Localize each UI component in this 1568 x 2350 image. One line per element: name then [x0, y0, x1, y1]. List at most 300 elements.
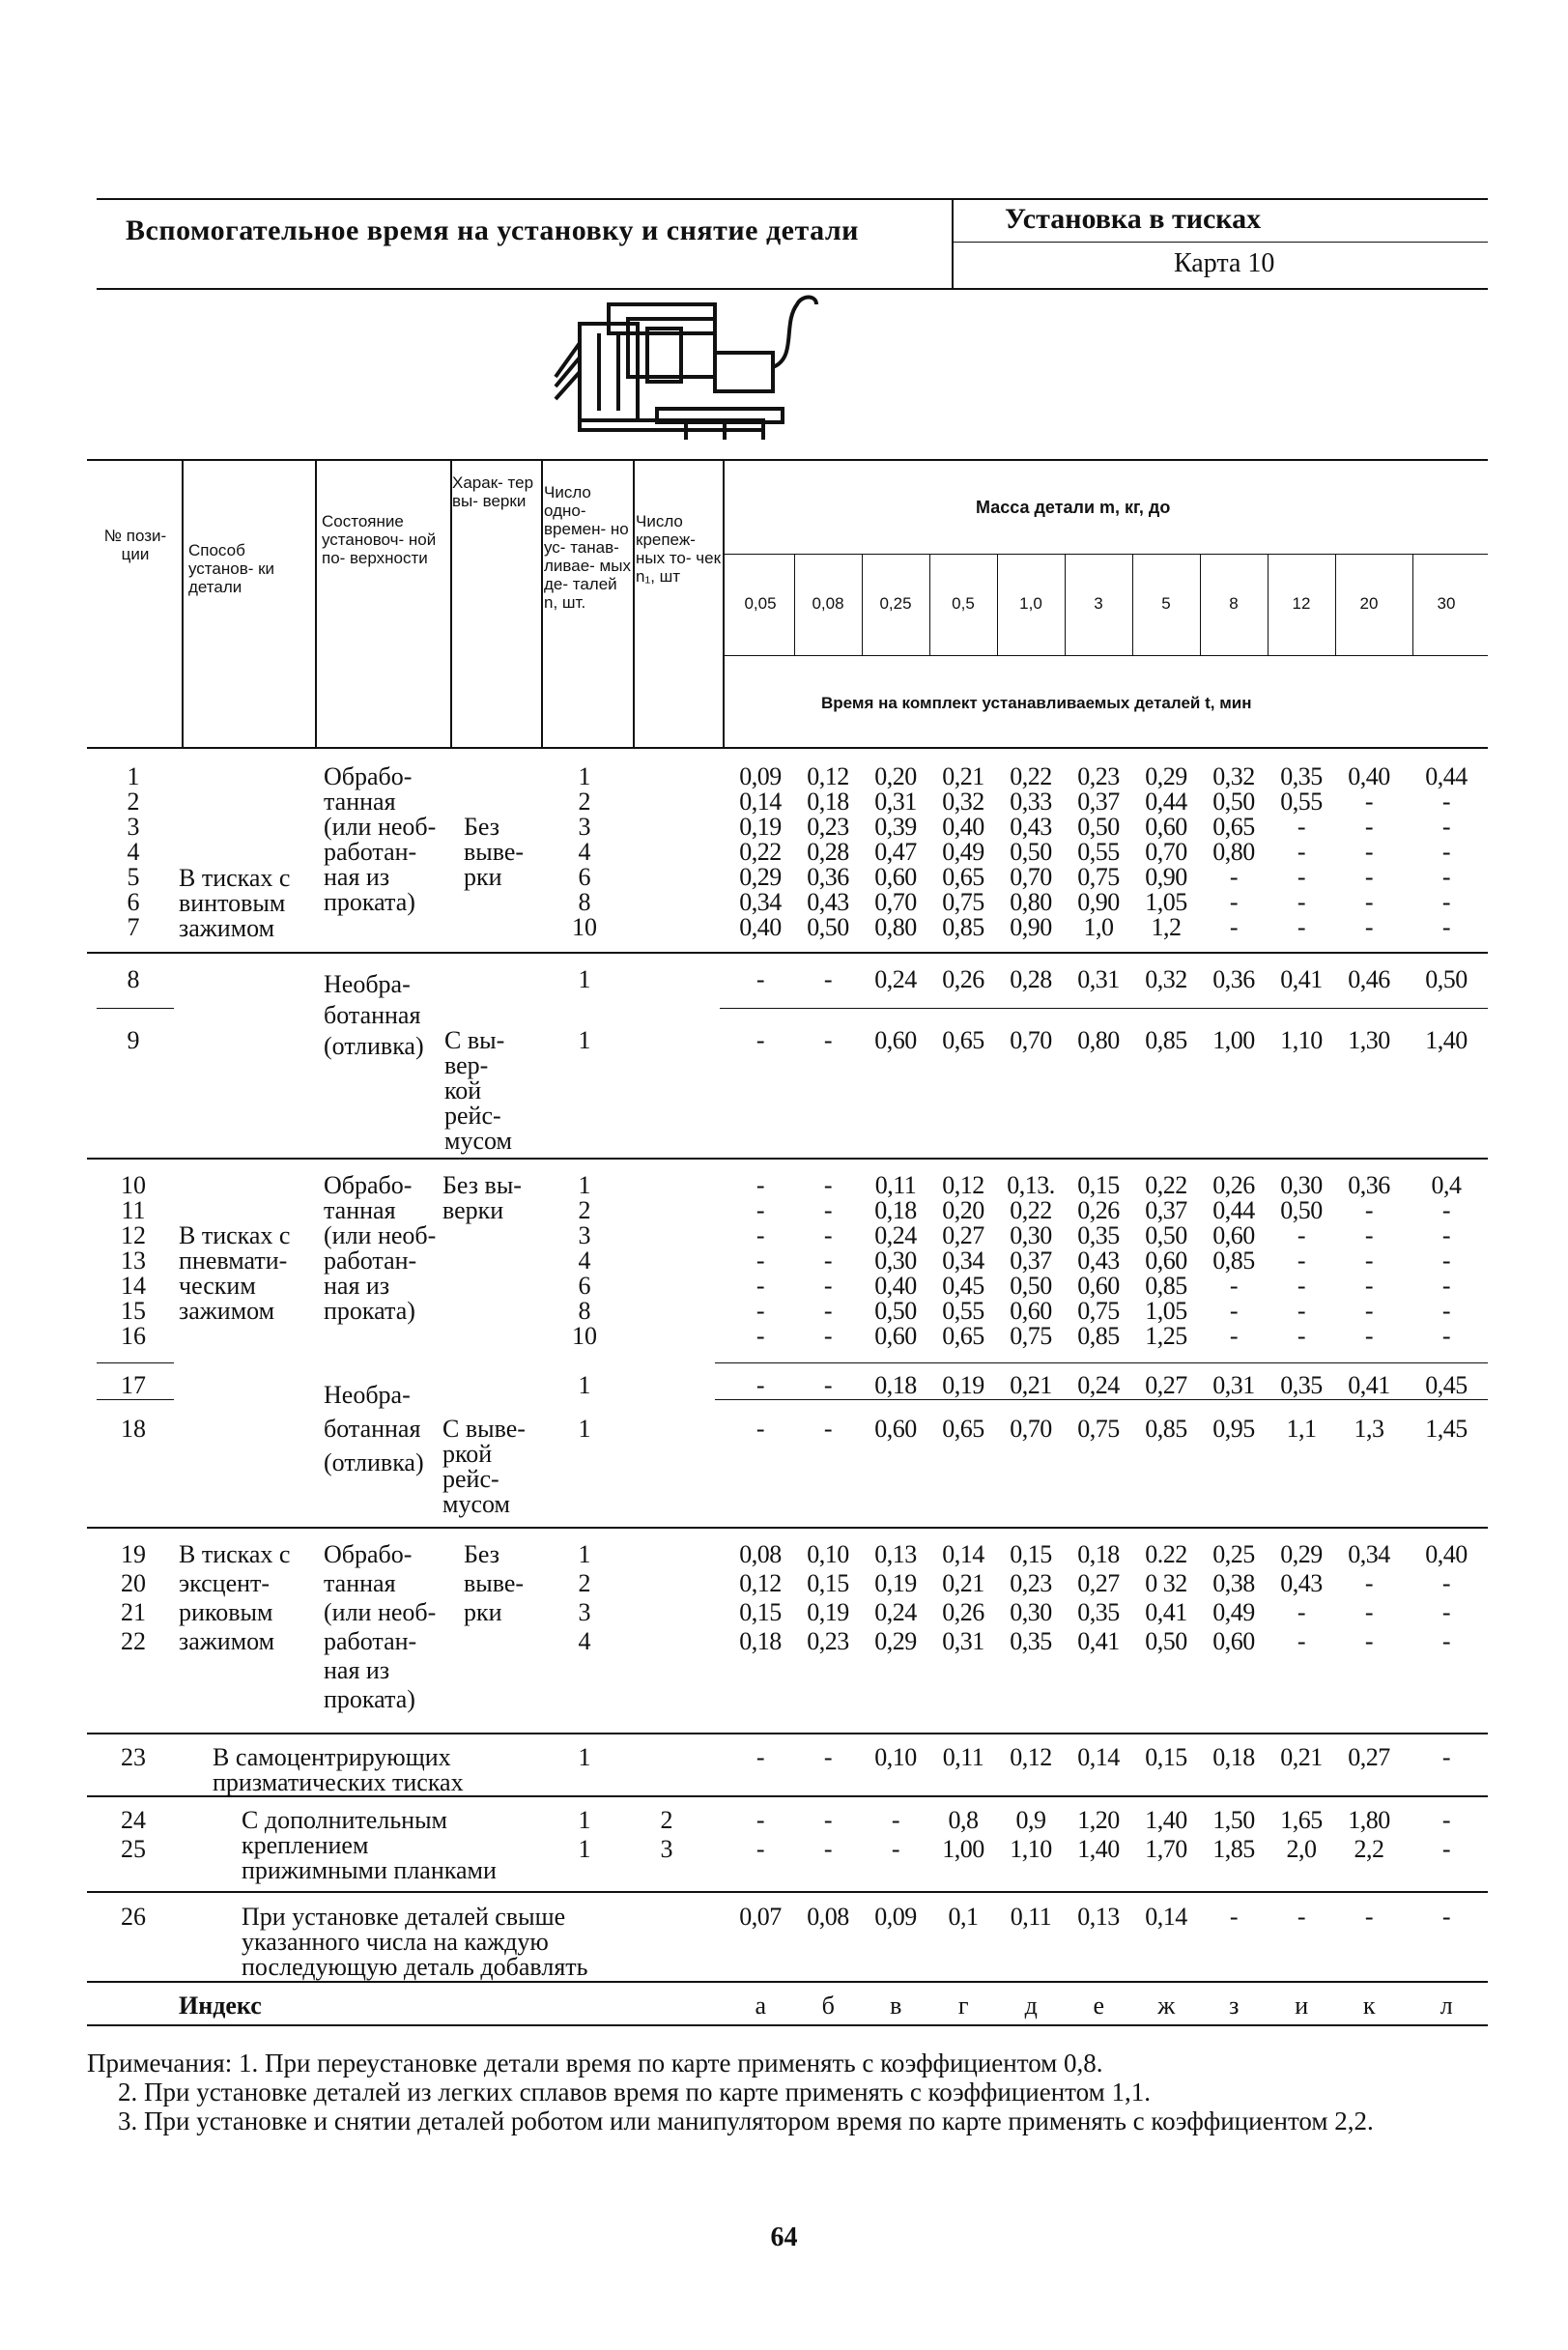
time-cell: - — [1297, 1221, 1306, 1249]
time-cell: 0,75 — [1077, 863, 1120, 891]
surface-label: проката) — [324, 1685, 415, 1713]
time-cell: - — [1364, 838, 1374, 866]
row-rule — [97, 1399, 174, 1400]
alignment-label: С выве- — [442, 1415, 526, 1443]
index-letter: ж — [1157, 1992, 1175, 2020]
time-cell: 0,20 — [874, 762, 917, 790]
header-top-rule — [97, 198, 1488, 200]
time-cell: 0,45 — [1425, 1371, 1468, 1399]
time-cell: 0,07 — [739, 1903, 782, 1931]
time-cell: - — [1441, 1806, 1451, 1834]
time-cell: 0,40 — [942, 813, 984, 841]
time-cell: 0,18 — [1212, 1743, 1255, 1771]
time-cell: - — [1441, 888, 1451, 916]
time-cell: 0,22 — [739, 838, 782, 866]
page-number: 64 — [770, 2222, 798, 2252]
row-rule — [715, 1399, 1488, 1400]
time-cell: 0,45 — [942, 1272, 984, 1300]
time-cell: 0,65 — [942, 1026, 984, 1054]
alignment-label: Без — [464, 1540, 500, 1568]
mass-head-rule — [723, 554, 1488, 555]
time-cell: 2,0 — [1286, 1835, 1317, 1863]
row-number: 13 — [121, 1247, 146, 1275]
time-cell: - — [891, 1835, 900, 1863]
row-count: 1 — [578, 1540, 591, 1568]
time-header: Время на комплект устанавливаемых деталей t, мин — [821, 694, 1252, 712]
time-cell: 0,11 — [1010, 1903, 1052, 1931]
time-cell: 0,80 — [1212, 838, 1255, 866]
mass-col-sep — [862, 554, 863, 655]
mass-col-sep — [997, 554, 998, 655]
row-count: 6 — [578, 1272, 591, 1300]
surface-label: танная — [324, 1569, 396, 1597]
time-cell: - — [1364, 1297, 1374, 1325]
time-cell: 0,60 — [1010, 1297, 1052, 1325]
time-cell: - — [1441, 1322, 1451, 1350]
header-right-rule — [952, 242, 1488, 243]
time-cell: 0,26 — [1212, 1171, 1255, 1199]
index-letter: б — [821, 1992, 835, 2020]
time-cell: - — [1441, 863, 1451, 891]
time-cell: - — [1441, 1903, 1451, 1931]
time-cell: 0,22 — [1010, 762, 1052, 790]
card-subject: Установка в тисках — [1005, 203, 1262, 235]
col-sep — [633, 459, 635, 749]
time-cell: 0,28 — [807, 838, 849, 866]
time-cell: 0,50 — [1212, 788, 1255, 816]
time-cell: 0,11 — [942, 1743, 984, 1771]
time-cell: - — [1441, 788, 1451, 816]
surface-label: Необра- — [324, 970, 411, 998]
time-cell: - — [1364, 1903, 1374, 1931]
time-cell: - — [1441, 1196, 1451, 1224]
mass-col-sep — [1065, 554, 1066, 655]
row-count: 3 — [578, 813, 591, 841]
surface-label: (или необ- — [324, 1221, 437, 1249]
time-cell: 0,40 — [1425, 1540, 1468, 1568]
time-cell: 0,4 — [1431, 1171, 1462, 1199]
mass-header: Масса детали m, кг, до — [976, 498, 1171, 517]
row-text: призматических тисках — [213, 1768, 464, 1796]
time-cell: 0,31 — [942, 1627, 984, 1655]
time-cell: 0,80 — [1010, 888, 1052, 916]
time-cell: 0,27 — [1145, 1371, 1187, 1399]
mass-value: 3 — [1094, 594, 1103, 613]
row-number: 19 — [121, 1540, 146, 1568]
time-cell: 0,60 — [874, 1322, 917, 1350]
time-cell: 0,9 — [1015, 1806, 1046, 1834]
mass-col-sep — [1335, 554, 1336, 655]
row-number: 21 — [121, 1598, 146, 1626]
time-cell: 0,34 — [1348, 1540, 1390, 1568]
time-cell: - — [1364, 1627, 1374, 1655]
time-cell: - — [823, 965, 833, 993]
time-cell: 0,60 — [874, 1415, 917, 1443]
time-cell: 0,12 — [807, 762, 849, 790]
method-label: зажимом — [179, 1627, 275, 1655]
row-count: 4 — [578, 1627, 591, 1655]
row-number: 11 — [121, 1196, 146, 1224]
time-cell: 1,30 — [1348, 1026, 1390, 1054]
time-cell: 0,15 — [1145, 1743, 1187, 1771]
time-cell: 0,24 — [874, 965, 917, 993]
group-rule — [87, 1891, 1488, 1893]
time-cell: 0,28 — [1010, 965, 1052, 993]
row-number: 4 — [127, 838, 140, 866]
time-cell: 0,23 — [807, 1627, 849, 1655]
time-cell: 0,37 — [1145, 1196, 1187, 1224]
time-cell: 0,23 — [807, 813, 849, 841]
row-number: 9 — [127, 1026, 140, 1054]
col-method-header: Способ установ- ки детали — [188, 541, 275, 596]
method-label: зажимом — [179, 914, 275, 942]
surface-label: ная из — [324, 1656, 390, 1684]
group-rule — [87, 1733, 1488, 1734]
time-cell: 0,21 — [1280, 1743, 1323, 1771]
time-cell: 1,05 — [1145, 1297, 1187, 1325]
col-sep — [315, 459, 317, 749]
time-cell: 0,50 — [1010, 1272, 1052, 1300]
row-count: 3 — [578, 1598, 591, 1626]
time-cell: 0,12 — [1010, 1743, 1052, 1771]
time-cell: 0,8 — [948, 1806, 979, 1834]
row-count: 1 — [578, 1806, 591, 1834]
method-label: пневмати- — [179, 1247, 288, 1275]
time-cell: - — [1229, 1322, 1239, 1350]
mass-col-sep — [1268, 554, 1269, 655]
method-label: риковым — [179, 1598, 273, 1626]
time-cell: - — [1297, 863, 1306, 891]
time-cell: 0,35 — [1280, 762, 1323, 790]
time-cell: 0,44 — [1212, 1196, 1255, 1224]
col-sep — [541, 459, 543, 749]
time-cell: - — [1364, 1272, 1374, 1300]
alignment-label: Без — [464, 813, 500, 841]
time-cell: 0,23 — [1010, 1569, 1052, 1597]
time-cell: 0,85 — [1212, 1247, 1255, 1275]
time-cell: 2,2 — [1354, 1835, 1384, 1863]
time-cell: 0,43 — [1280, 1569, 1323, 1597]
group-rule — [87, 1158, 1488, 1160]
time-cell: 0,75 — [942, 888, 984, 916]
surface-label: танная — [324, 788, 396, 816]
time-cell: 0,19 — [874, 1569, 917, 1597]
time-cell: - — [1364, 1569, 1374, 1597]
time-cell: 0,65 — [942, 863, 984, 891]
col-surface-header: Состояние установоч- ной по- верхности — [322, 512, 437, 567]
time-cell: - — [1441, 1598, 1451, 1626]
time-cell: 0,50 — [1280, 1196, 1323, 1224]
time-cell: 0,14 — [739, 788, 782, 816]
time-cell: 0,75 — [1077, 1415, 1120, 1443]
time-cell: - — [823, 1835, 833, 1863]
time-cell: 0,65 — [942, 1322, 984, 1350]
time-cell: - — [1297, 1322, 1306, 1350]
row-number: 15 — [121, 1297, 146, 1325]
row-text: В самоцентрирующих — [213, 1743, 451, 1771]
time-cell: 0,26 — [1077, 1196, 1120, 1224]
time-cell: 0,55 — [1077, 838, 1120, 866]
time-cell: - — [1297, 1272, 1306, 1300]
surface-label: ботанная — [324, 1001, 421, 1029]
time-cell: 0,10 — [807, 1540, 849, 1568]
surface-label: (или необ- — [324, 813, 437, 841]
time-cell: 0,80 — [1077, 1026, 1120, 1054]
row-count: 2 — [578, 788, 591, 816]
time-cell: 1,10 — [1010, 1835, 1052, 1863]
surface-label: танная — [324, 1196, 396, 1224]
time-cell: 0 32 — [1145, 1569, 1187, 1597]
alignment-label: рки — [464, 863, 502, 891]
time-cell: - — [1364, 863, 1374, 891]
index-letter: в — [890, 1992, 901, 2020]
time-cell: 0,70 — [1010, 1026, 1052, 1054]
time-cell: - — [823, 1026, 833, 1054]
time-cell: - — [823, 1196, 833, 1224]
row-text: последующую деталь добавлять — [242, 1953, 588, 1981]
col-num-header: № пози- ции — [103, 527, 167, 563]
time-cell: 0,29 — [874, 1627, 917, 1655]
alignment-label: рейс- — [444, 1102, 501, 1130]
time-cell: 0,36 — [807, 863, 849, 891]
row-count: 8 — [578, 1297, 591, 1325]
row-text: указанного числа на каждую — [242, 1928, 549, 1956]
card-title: Вспомогательное время на установку и снятие детали — [126, 215, 859, 246]
time-cell: 1,40 — [1077, 1835, 1120, 1863]
time-cell: 0,90 — [1077, 888, 1120, 916]
row-number: 10 — [121, 1171, 146, 1199]
col-sep — [723, 459, 725, 749]
time-cell: 0,60 — [1212, 1627, 1255, 1655]
row-count: 1 — [578, 1835, 591, 1863]
time-cell: - — [823, 1272, 833, 1300]
time-cell: 1,0 — [1083, 913, 1114, 941]
surface-label: (или необ- — [324, 1598, 437, 1626]
row-text: С дополнительным — [242, 1806, 448, 1834]
time-cell: - — [1441, 1835, 1451, 1863]
time-cell: - — [1297, 913, 1306, 941]
row-count: 1 — [578, 1026, 591, 1054]
index-letter: л — [1440, 1992, 1453, 2020]
time-cell: 0,36 — [1348, 1171, 1390, 1199]
time-cell: 0,31 — [1077, 965, 1120, 993]
time-cell: 0,22 — [1145, 1171, 1187, 1199]
time-cell: - — [823, 1743, 833, 1771]
row-number: 2 — [127, 788, 140, 816]
time-cell: - — [1297, 1297, 1306, 1325]
header-divider — [952, 198, 954, 290]
time-cell: 0,19 — [942, 1371, 984, 1399]
time-cell: 0,50 — [1425, 965, 1468, 993]
time-cell: 0,21 — [1010, 1371, 1052, 1399]
time-cell: - — [1441, 1743, 1451, 1771]
row-number: 12 — [121, 1221, 146, 1249]
time-cell: 0,85 — [1145, 1415, 1187, 1443]
time-cell: 0,70 — [874, 888, 917, 916]
row-text: прижимными планками — [242, 1856, 497, 1884]
row-text: При установке деталей свыше — [242, 1903, 566, 1931]
col-simultaneous-header: Число одно- времен- но ус- танав- ливае- мых де- талей n, шт. — [544, 483, 631, 612]
time-cell: 0,50 — [807, 913, 849, 941]
table-top-rule — [87, 459, 1488, 461]
time-cell: 0,60 — [874, 863, 917, 891]
time-cell: 0,35 — [1077, 1221, 1120, 1249]
time-cell: 0,85 — [1077, 1322, 1120, 1350]
time-cell: 1,3 — [1354, 1415, 1384, 1443]
time-cell: 0,23 — [1077, 762, 1120, 790]
time-cell: - — [1229, 913, 1239, 941]
time-cell: - — [755, 1371, 765, 1399]
time-cell: - — [755, 1806, 765, 1834]
time-cell: 0,41 — [1077, 1627, 1120, 1655]
time-cell: - — [1364, 813, 1374, 841]
time-cell: 0,31 — [1212, 1371, 1255, 1399]
time-cell: 0,09 — [874, 1903, 917, 1931]
time-cell: 0,33 — [1010, 788, 1052, 816]
time-cell: 0,70 — [1010, 1415, 1052, 1443]
mass-col-sep — [929, 554, 930, 655]
time-cell: 1,40 — [1145, 1806, 1187, 1834]
time-cell: 0,35 — [1280, 1371, 1323, 1399]
col-alignment-header: Харак- тер вы- верки — [452, 473, 534, 510]
row-number: 1 — [127, 762, 140, 790]
time-cell: - — [755, 965, 765, 993]
method-label: В тисках с — [179, 1540, 291, 1568]
row-number: 3 — [127, 813, 140, 841]
alignment-label: выве- — [464, 1569, 525, 1597]
time-cell: 0,24 — [874, 1221, 917, 1249]
time-cell: 0,60 — [874, 1026, 917, 1054]
mass-value: 0,05 — [744, 594, 777, 613]
mass-value: 0,08 — [812, 594, 844, 613]
note-3: 3. При установке и снятии деталей роботом или манипулятором время по карте применять с коэффициентом 2,2. — [118, 2106, 1374, 2135]
time-cell: - — [1441, 913, 1451, 941]
time-cell: 0,43 — [1010, 813, 1052, 841]
time-cell: 0,09 — [739, 762, 782, 790]
row-count: 1 — [578, 1171, 591, 1199]
time-cell: - — [1364, 1598, 1374, 1626]
time-cell: 0,50 — [874, 1297, 917, 1325]
alignment-label: рейс- — [442, 1465, 499, 1493]
time-cell: 0,80 — [874, 913, 917, 941]
time-cell: 0,1 — [948, 1903, 979, 1931]
alignment-label: кой — [444, 1076, 482, 1104]
time-cell: - — [1297, 838, 1306, 866]
group-rule — [87, 1981, 1488, 1983]
time-cell: - — [1297, 1598, 1306, 1626]
row-count: 8 — [578, 888, 591, 916]
time-cell: 0,35 — [1010, 1627, 1052, 1655]
time-cell: 0,50 — [1077, 813, 1120, 841]
time-cell: - — [891, 1806, 900, 1834]
time-cell: 0,18 — [739, 1627, 782, 1655]
row-rule — [720, 1008, 1488, 1009]
row-count: 1 — [578, 1371, 591, 1399]
time-cell: 0,18 — [807, 788, 849, 816]
notes — [87, 2049, 1497, 2135]
time-cell: 1,50 — [1212, 1806, 1255, 1834]
time-cell: 0,44 — [1145, 788, 1187, 816]
time-cell: - — [755, 1835, 765, 1863]
row-count: 10 — [572, 1322, 597, 1350]
time-cell: - — [1364, 913, 1374, 941]
time-cell: - — [755, 1297, 765, 1325]
mass-col-sep — [1200, 554, 1201, 655]
time-cell: 0,34 — [942, 1247, 984, 1275]
time-cell: - — [1364, 788, 1374, 816]
time-cell: 1,20 — [1077, 1806, 1120, 1834]
time-cell: 0,90 — [1145, 863, 1187, 891]
time-cell: 0,27 — [942, 1221, 984, 1249]
time-cell: 0,35 — [1077, 1598, 1120, 1626]
time-cell: 0,65 — [942, 1415, 984, 1443]
surface-label: ная из — [324, 863, 390, 891]
row-number: 16 — [121, 1322, 146, 1350]
surface-label: работан- — [324, 1247, 417, 1275]
method-label: эксцент- — [179, 1569, 271, 1597]
method-label: зажимом — [179, 1297, 275, 1325]
alignment-label: выве- — [464, 838, 525, 866]
time-cell: 1,10 — [1280, 1026, 1323, 1054]
alignment-label: Без вы- — [442, 1171, 522, 1199]
time-cell: 1,40 — [1425, 1026, 1468, 1054]
time-cell: - — [755, 1221, 765, 1249]
time-cell: 1,70 — [1145, 1835, 1187, 1863]
time-cell: 0,43 — [1077, 1247, 1120, 1275]
time-cell: 0,15 — [1010, 1540, 1052, 1568]
time-cell: - — [755, 1247, 765, 1275]
time-cell: 0,22 — [1010, 1196, 1052, 1224]
row-fasten-points: 3 — [660, 1835, 673, 1863]
row-number: 23 — [121, 1743, 146, 1771]
time-cell: 0,90 — [1010, 913, 1052, 941]
time-cell: 0,32 — [942, 788, 984, 816]
time-cell: - — [823, 1322, 833, 1350]
time-cell: - — [1441, 1627, 1451, 1655]
time-cell: 0,12 — [942, 1171, 984, 1199]
alignment-label: рки — [464, 1598, 502, 1626]
mass-value: 30 — [1437, 594, 1456, 613]
time-cell: 0,38 — [1212, 1569, 1255, 1597]
time-cell: 0,18 — [874, 1371, 917, 1399]
time-cell: - — [823, 1221, 833, 1249]
time-cell: - — [1297, 1903, 1306, 1931]
alignment-label: ркой — [442, 1440, 493, 1468]
row-number: 25 — [121, 1835, 146, 1863]
time-cell: 0,55 — [1280, 788, 1323, 816]
row-count: 10 — [572, 913, 597, 941]
surface-label: (отливка) — [324, 1032, 424, 1060]
mass-value: 12 — [1292, 594, 1311, 613]
time-cell: 0,31 — [874, 788, 917, 816]
note-1: Примечания: 1. При переустановке детали время по карте применять с коэффициентом 0,8. — [87, 2049, 1103, 2078]
time-cell: 0,27 — [1077, 1569, 1120, 1597]
mass-value: 0,5 — [952, 594, 975, 613]
time-cell: 0,29 — [1280, 1540, 1323, 1568]
time-cell: 0,29 — [739, 863, 782, 891]
time-cell: 0,55 — [942, 1297, 984, 1325]
row-number: 14 — [121, 1272, 146, 1300]
time-cell: 0,15 — [807, 1569, 849, 1597]
time-cell: - — [1364, 1196, 1374, 1224]
time-cell: 0,15 — [1077, 1171, 1120, 1199]
time-cell: - — [1441, 1569, 1451, 1597]
row-fasten-points: 2 — [660, 1806, 673, 1834]
row-count: 2 — [578, 1196, 591, 1224]
surface-label: проката) — [324, 888, 415, 916]
time-cell: - — [823, 1247, 833, 1275]
surface-label: проката) — [324, 1297, 415, 1325]
